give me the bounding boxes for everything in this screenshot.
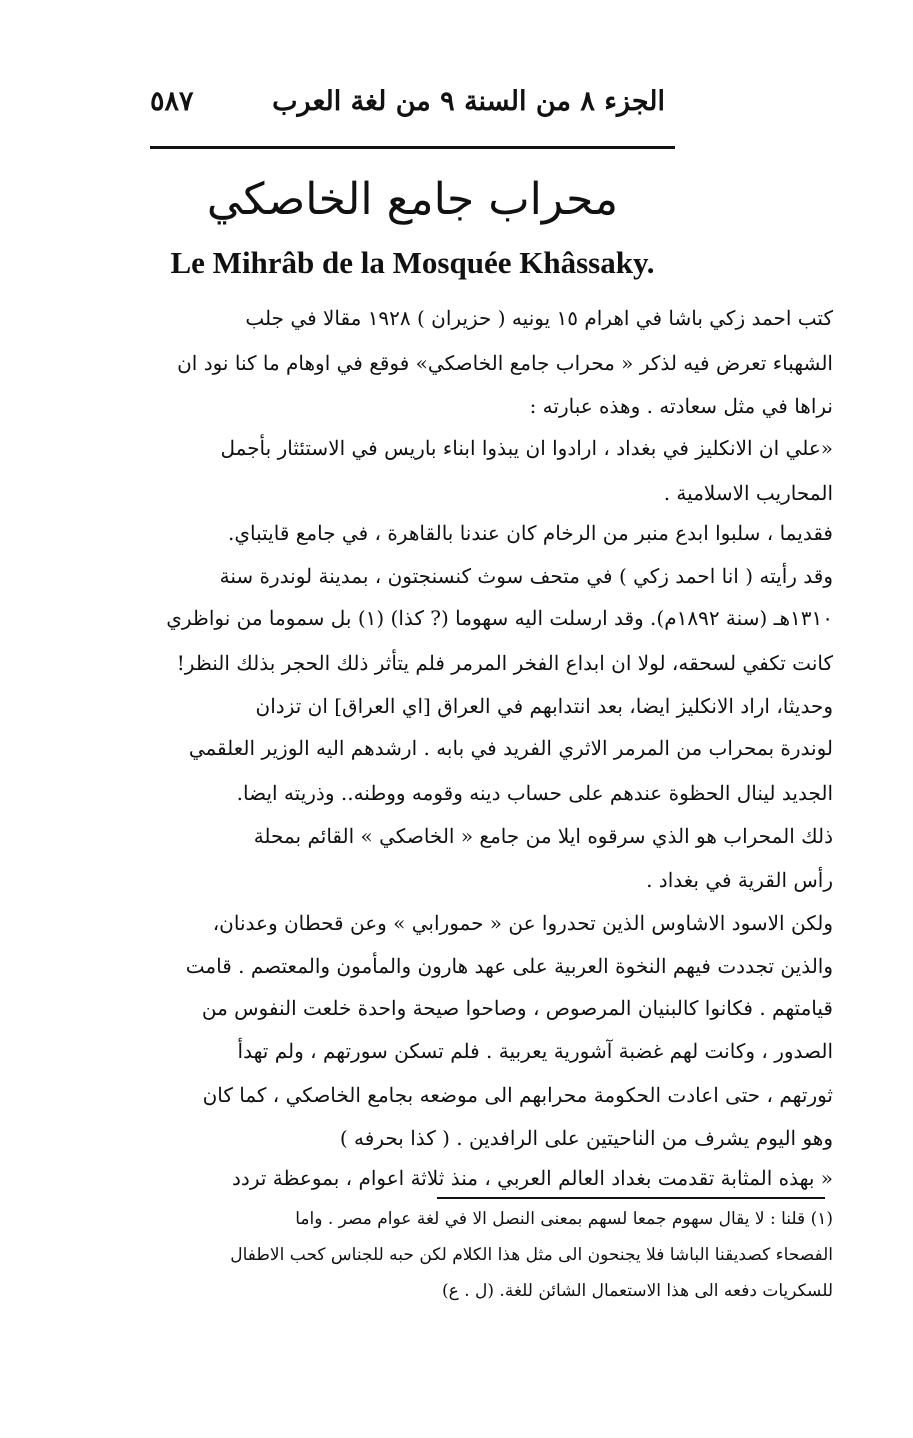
body-line: كتب احمد زكي باشا في اهرام ١٥ يونيه ( حزيران ) ١٩٢٨ مقالا في جلب — [245, 306, 833, 330]
body-line: الصدور ، وكانت لهم غضبة آشورية يعربية . فلم تسكن سورتهم ، ولم تهدأ — [237, 1039, 833, 1063]
body-line: وقد رأيته ( انا احمد زكي ) في متحف سوث كنسنجتون ، بمدينة لوندرة سنة — [219, 564, 833, 588]
body-line: قيامتهم . فكانوا كالبنيان المرصوص ، وصاحوا صيحة واحدة خلعت النفوس من — [201, 996, 833, 1020]
footnote-line: (١) قلنا : لا يقال سهوم جمعا لسهم بمعنى النصل الا في لغة عوام مصر . واما — [295, 1209, 833, 1229]
footnote-line: الفصحاء كصديقنا الباشا فلا يجنحون الى مثل هذا الكلام لكن حبه للجناس كحب الاطفال — [230, 1245, 833, 1265]
footnote-divider — [437, 1197, 825, 1199]
header-divider — [150, 146, 675, 149]
article-title-french: Le Mihrâb de la Mosquée Khâssaky. — [170, 245, 655, 280]
body-line: وحديثا، اراد الانكليز ايضا، بعد انتدابهم في العراق [اي العراق] ان تزدان — [255, 694, 833, 718]
body-line: الجديد لينال الحظوة عندهم على حساب دينه وقومه ووطنه.. وذريته ايضا. — [236, 781, 833, 805]
body-line: لوندرة بمحراب من المرمر الاثري الفريد في بابه . ارشدهم اليه الوزير العلقمي — [188, 736, 833, 760]
running-header — [150, 78, 665, 128]
body-line: « بهذه المثابة تقدمت بغداد العالم العربي ، منذ ثلاثة اعوام ، بموعظة تردد — [232, 1166, 833, 1190]
body-line: فقديما ، سلبوا ابدع منبر من الرخام كان عندنا بالقاهرة ، في جامع قايتباي. — [228, 521, 833, 545]
footnote-line: للسكريات دفعه الى هذا الاستعمال الشائن للغة. (ل . ع) — [442, 1281, 833, 1301]
body-line: ١٣١٠هـ (سنة ١٨٩٢م). وقد ارسلت اليه سهوما (? كذا) (١) بل سموما من نواظري — [166, 606, 833, 630]
body-line: ذلك المحراب هو الذي سرقوه ايلا من جامع « الخاصكي » القائم بمحلة — [253, 824, 833, 848]
body-line: نراها في مثل سعادته . وهذه عبارته : — [529, 394, 833, 418]
article-title-arabic: محراب جامع الخاصكي — [206, 174, 619, 225]
journal-issue-title: الجزء ٨ من السنة ٩ من لغة العرب — [272, 86, 665, 117]
body-line: وهو اليوم يشرف من الناحيتين على الرافدين . ( كذا بحرفه ) — [339, 1126, 833, 1150]
body-line: كانت تكفي لسحقه، لولا ان ابداع الفخر المرمر فلم يتأثر ذلك الحجر بذلك النظر! — [176, 651, 833, 675]
body-line: رأس القرية في بغداد . — [646, 868, 833, 892]
body-line: ولكن الاسود الاشاوس الذين تحدروا عن « حمورابي » وعن قحطان وعدنان، — [212, 911, 833, 935]
body-line: «علي ان الانكليز في بغداد ، ارادوا ان يبذوا ابناء باريس في الاستئثار بأجمل — [220, 436, 833, 460]
page-number: ٥٨٧ — [150, 86, 194, 117]
body-line: المحاريب الاسلامية . — [663, 481, 833, 505]
body-line: ثورتهم ، حتى اعادت الحكومة محرابهم الى موضعه بجامع الخاصكي ، كما كان — [202, 1083, 833, 1107]
body-line: الشهباء تعرض فيه لذكر « محراب جامع الخاصكي» فوقع في اوهام ما كنا نود ان — [177, 351, 833, 375]
body-line: والذين تجددت فيهم النخوة العربية على عهد هارون والمأمون والمعتصم . قامت — [185, 954, 833, 978]
